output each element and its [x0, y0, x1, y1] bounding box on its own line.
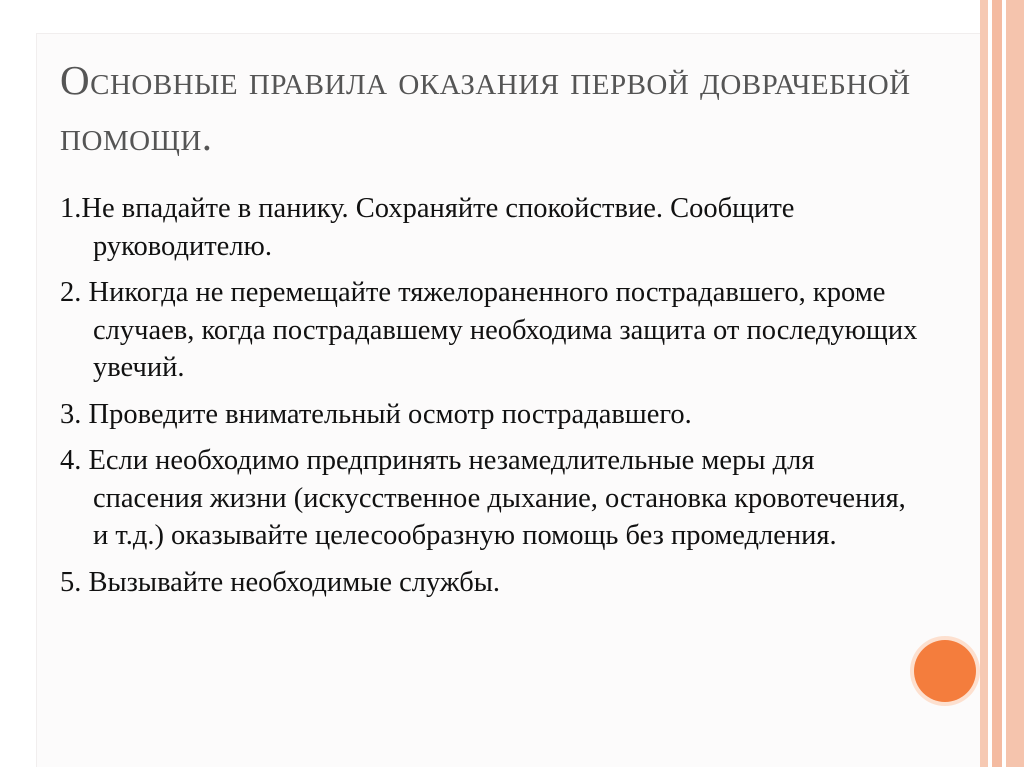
decorative-stripe: [992, 0, 1002, 767]
rule-item-5: 5. Вызывайте необходимые службы.: [60, 566, 500, 598]
decorative-stripe: [980, 0, 988, 767]
rules-list: [60, 190, 920, 610]
rule-item-1: 1.Не впадайте в панику. Сохраняйте спокойствие. Сообщите руководителю.: [60, 193, 795, 262]
rule-item-2: 2. Никогда не перемещайте тяжелораненного пострадавшего, кроме случаев, когда пострадавшему необходима защита от последующих увечий.: [60, 277, 918, 383]
rule-item-4: 4. Если необходимо предпринять незамедлительные меры для спасения жизни (искусственное дыхание, остановка кровотечения, и т.д.) оказывайте целесообразную помощь без промедления.: [60, 445, 906, 551]
slide-title: Основные правила оказания первой доврачебной помощи.: [60, 57, 911, 159]
rule-item-3: 3. Проведите внимательный осмотр пострадавшего.: [60, 398, 692, 430]
decorative-stripe: [1006, 0, 1024, 767]
decorative-circle-icon: [914, 640, 976, 702]
